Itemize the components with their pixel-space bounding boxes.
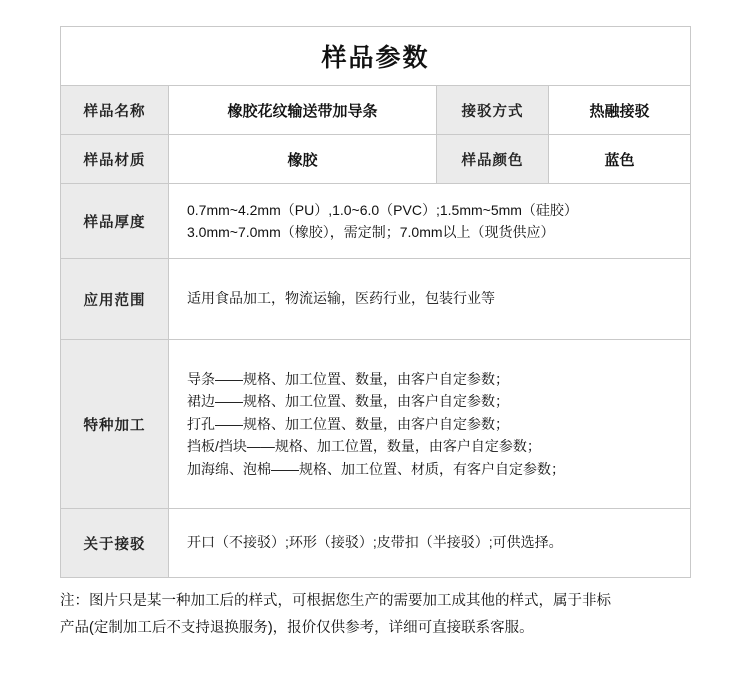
cell-label-thickness: 样品厚度 — [61, 184, 169, 259]
table-row-title — [61, 27, 691, 86]
special-line-5: 加海绵、泡棉——规格、加工位置、材质，有客户自定参数； — [187, 460, 565, 477]
cell-label-scope: 应用范围 — [61, 259, 169, 340]
special-line-2: 裙边——规格、加工位置、数量，由客户自定参数； — [187, 393, 509, 410]
cell-label-color: 样品颜色 — [437, 135, 549, 184]
table-row-scope — [61, 259, 691, 340]
table-row-name — [61, 86, 691, 135]
special-line-3: 打孔——规格、加工位置、数量，由客户自定参数； — [187, 415, 509, 432]
table-row-about-joint — [61, 509, 691, 578]
cell-label-material: 样品材质 — [61, 135, 169, 184]
cell-value-material: 橡胶 — [169, 135, 437, 184]
spec-table — [60, 26, 691, 578]
cell-value-about-joint: 开口（不接驳）;环形（接驳）;皮带扣（半接驳）;可供选择。 — [169, 509, 691, 578]
special-line-4: 挡板/挡块——规格、加工位置，数量，由客户自定参数； — [187, 438, 541, 455]
table-row-thickness — [61, 184, 691, 259]
special-line-1: 导条——规格、加工位置、数量，由客户自定参数； — [187, 371, 509, 388]
footnote — [60, 588, 700, 642]
cell-value-joint-method: 热融接驳 — [549, 86, 691, 135]
footnote-line-2: 产品(定制加工后不支持退换服务)，报价仅供参考，详细可直接联系客服。 — [60, 619, 534, 636]
cell-value-scope: 适用食品加工，物流运输，医药行业，包装行业等 — [169, 259, 691, 340]
thickness-line-1: 0.7mm~4.2mm（PU）,1.0~6.0（PVC）;1.5mm~5mm（硅胶） — [187, 201, 578, 218]
cell-value-color: 蓝色 — [549, 135, 691, 184]
cell-value-special-processing — [169, 340, 691, 509]
cell-label-joint-method: 接驳方式 — [437, 86, 549, 135]
table-row-material — [61, 135, 691, 184]
cell-value-thickness — [169, 184, 691, 259]
cell-label-special-processing: 特种加工 — [61, 340, 169, 509]
cell-label-about-joint: 关于接驳 — [61, 509, 169, 578]
spec-sheet — [60, 26, 690, 578]
table-row-special-processing — [61, 340, 691, 509]
footnote-line-1: 注：图片只是某一种加工后的样式，可根据您生产的需要加工成其他的样式，属于非标 — [60, 593, 611, 609]
thickness-line-2: 3.0mm~7.0mm（橡胶），需定制；7.0mm以上（现货供应） — [187, 224, 555, 240]
page-title: 样品参数 — [61, 27, 691, 86]
cell-label-sample-name: 样品名称 — [61, 86, 169, 135]
cell-value-sample-name: 橡胶花纹输送带加导条 — [169, 86, 437, 135]
